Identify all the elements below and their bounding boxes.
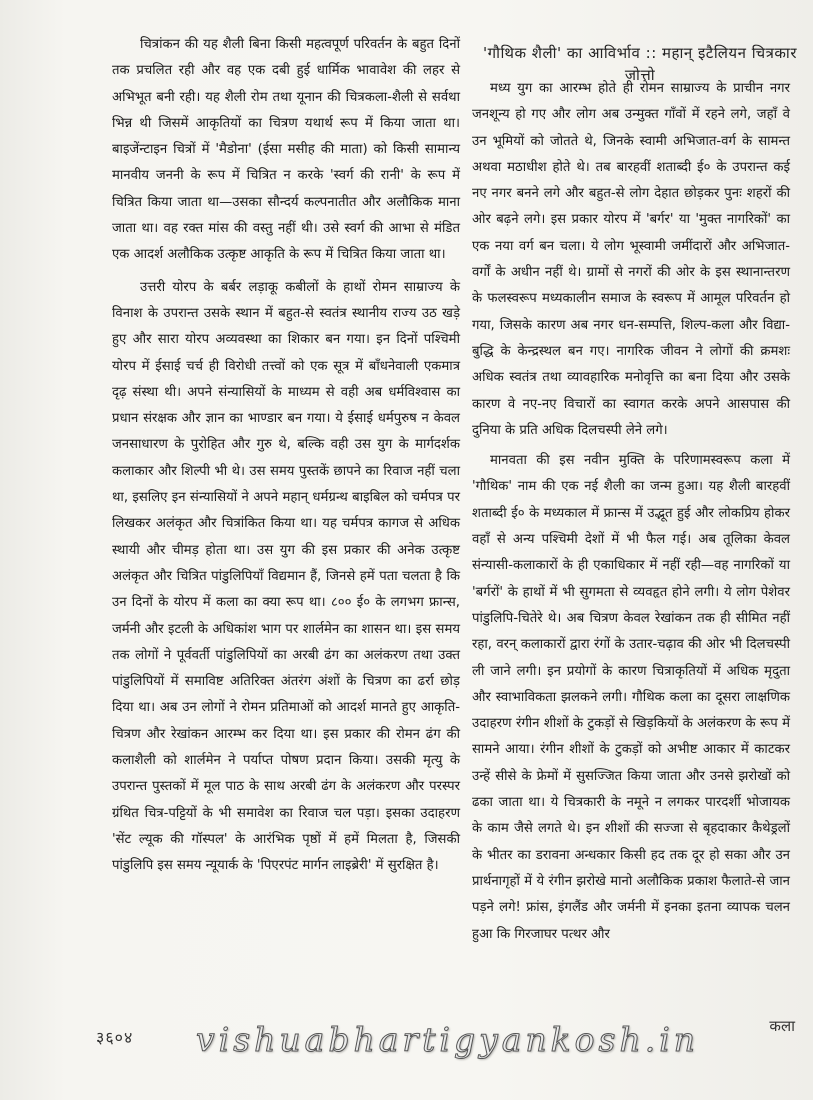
page-number: ३६०४ [96,1028,134,1047]
left-paragraph-2: उत्तरी योरप के बर्बर लड़ाकू कबीलों के हाथों रोमन साम्राज्य के विनाश के उपरान्त उसके स्थान में बहुत-से स्वतंत्र स्थानीय राज्य उठ खड़े हुए और सारा योरप अव्यवस्था का शिकार बन गया। इन दिनों पश्चिमी योरप में ईसाई चर्च ही विरोधी तत्त्वों को एक सूत्र में बाँधनेवाली एकमात्र दृढ़ संस्था थी। अपने संन्यासियों के माध्यम से वही अब धर्मविश्वास का प्रधान संरक्षक और ज्ञान का भाण्डार बन गया। ये ईसाई धर्मपुरुष न केवल जनसाधारण के पुरोहित और गुरु थे, बल्कि वही उस युग के मार्गदर्शक कलाकार और शिल्पी भी थे। उस समय पुस्तकें छापने का रिवाज नहीं चला था, इसलिए इन संन्यासियों ने अपने महान् धर्मग्रन्थ बाइबिल को चर्मपत्र पर लिखकर अलंकृत और चित्रांकित किया था। यह चर्मपत्र कागज से अधिक स्थायी और चीमड़ होता था। उस युग की इस प्रकार की अनेक उत्कृष्ट अलंकृत और चित्रित पांडुलिपियाँ विद्यमान हैं, जिनसे हमें पता चलता है कि उन दिनों के योरप में कला का क्या रूप था। ८०० ई० के लगभग फ्रान्स, जर्मनी और इटली के अधिकांश भाग पर शार्लमेन का शासन था। इस समय तक लोगों ने पूर्ववर्ती पांडुलिपियों का अरबी ढंग का अलंकरण तथा उक्त पांडुलिपियों में समाविष्ट अतिरिक्त अंतरंग अंशों के चित्रण का ढर्रा छोड़ दिया था। अब उन लोगों ने रोमन प्रतिमाओं को आदर्श मानते हुए आकृति-चित्रण और रेखांकन आरम्भ कर दिया था। इस प्रकार की रोमन ढंग की कलाशैली को शार्लमेन ने पर्याप्त पोषण प्रदान किया। उसकी मृत्यु के उपरान्त पुस्तकों में मूल पाठ के साथ अरबी ढंग के अलंकरण और परस्पर ग्रंथित चित्र-पट्टियों के भी समावेश का रिवाज चल पड़ा। इसका उदाहरण 'सेंट ल्यूक की गॉस्पल' के आरंभिक पृष्ठों में हमें मिलता है, जिसकी पांडुलिपि इस समय न्यूयार्क के 'पिएरपंट मार्गन लाइब्रेरी' में सुरक्षित है। [112,279,460,874]
left-paragraph-1: चित्रांकन की यह शैली बिना किसी महत्वपूर्ण परिवर्तन के बहुत दिनों तक प्रचलित रही और वह एक दबी हुई धार्मिक भावावेश की लहर से अभिभूत बनी रही। यह शैली रोम तथा यूनान की चित्रकला-शैली से सर्वथा भिन्न थी जिसमें आकृतियों का चित्रण यथार्थ रूप में किया जाता था। बाइजेंन्टाइन चित्रों में 'मैडोना' (ईसा मसीह की माता) को किसी सामान्य मानवीय जननी के रूप में चित्रित न करके 'स्वर्ग की रानी' के रूप में चित्रित किया जाता था—उसका सौन्दर्य कल्पनातीत और अलौकिक माना जाता था। वह रक्त मांस की वस्तु नहीं थी। उसे स्वर्ग की आभा से मंडित एक आदर्श अलौकिक उत्कृष्ट आकृति के रूप में चित्रित किया जाता था। [112,37,460,263]
right-paragraph-2: मानवता की इस नवीन मुक्ति के परिणामस्वरूप कला में 'गौथिक' नाम की एक नई शैली का जन्म हुआ। यह शैली बारहवीं शताब्दी ई० के मध्यकाल में फ्रान्स में उद्भूत हुई और लोकप्रिय होकर वहाँ से अन्य पश्चिमी देशों में भी फैल गई। अब तूलिका केवल संन्यासी-कलाकारों के ही एकाधिकार में नहीं रही—वह नागरिकों या 'बर्गरों' के हाथों में भी सुगमता से व्यवहृत होने लगी। ये लोग पेशेवर पांडुलिपि-चितेरे थे। अब चित्रण केवल रेखांकन तक ही सीमित नहीं रहा, वरन् कलाकारों द्वारा रंगों के उतार-चढ़ाव की ओर भी दिलचस्पी ली जाने लगी। इन प्रयोगों के कारण चित्राकृतियों में अधिक मृदुता और स्वाभाविकता झलकने लगी। गौथिक कला का दूसरा लाक्षणिक उदाहरण रंगीन शीशों के टुकड़ों से खिड़कियों के अलंकरण के रूप में सामने आया। रंगीन शीशों के टुकड़ों को अभीष्ट आकार में काटकर उन्हें सीसे के फ्रेमों में सुसज्जित किया जाता और उनसे झरोखों को ढका जाता था। ये चित्रकारी के नमूने न लगकर पारदर्शी भोजायक के काम जैसे लगते थे। इन शीशों की सज्जा से बृहदाकार कैथेड्रलों के भीतर का डरावना अन्धकार किसी हद तक दूर हो सका और उन प्रार्थनागृहों में ये रंगीन झरोखे मानो अलौकिक प्रकाश फैलाते-से जान पड़ने लगे! फ्रांस, इंगलैंड और जर्मनी में इनका इतना व्यापक चलन हुआ कि गिरजाघर पत्थर और [472,453,790,942]
site-watermark: vishuabhartigyankosh.in [196,1020,700,1059]
left-text-column [112,32,460,880]
right-paragraph-1: मध्य युग का आरम्भ होते ही रोमन साम्राज्य के प्राचीन नगर जनशून्य हो गए और लोग अब उन्मुक्त गाँवों में रहने लगे, जहाँ वे उन भूमियों को जोतते थे, जिनके स्वामी अभिजात-वर्ग के सामन्त अथवा मठाधीश होते थे। तब बारहवीं शताब्दी ई० के उपरान्त कई नए नगर बनने लगे और बहुत-से लोग देहात छोड़कर पुनः शहरों की ओर बढ़ने लगे। इस प्रकार योरप में 'बर्गर' या 'मुक्त नागरिकों' का एक नया वर्ग बन चला। ये लोग भूस्वामी जमींदारों और अभिजात-वर्गों के अधीन नहीं थे। ग्रामों से नगरों की ओर के इस स्थानान्तरण के फलस्वरूप मध्यकालीन समाज के स्वरूप में आमूल परिवर्तन हो गया, जिसके कारण अब नगर धन-सम्पत्ति, शिल्प-कला और विद्या-बुद्धि के केन्द्रस्थल बन गए। नागरिक जीवन ने लोगों की क्रमशः अधिक स्वतंत्र तथा व्यावहारिक मनोवृत्ति का बना दिया और उसके कारण वे नए-नए विचारों का स्वागत करके अपने आसपास की दुनिया के प्रति अधिक दिलचस्पी लेने लगे। [472,81,790,438]
section-heading: 'गौथिक शैली' का आविर्भाव :: महान् इटैलियन चित्रकार जोत्तो [483,44,797,84]
right-text-column [472,76,790,948]
footer-section-label: कला [769,1017,795,1035]
